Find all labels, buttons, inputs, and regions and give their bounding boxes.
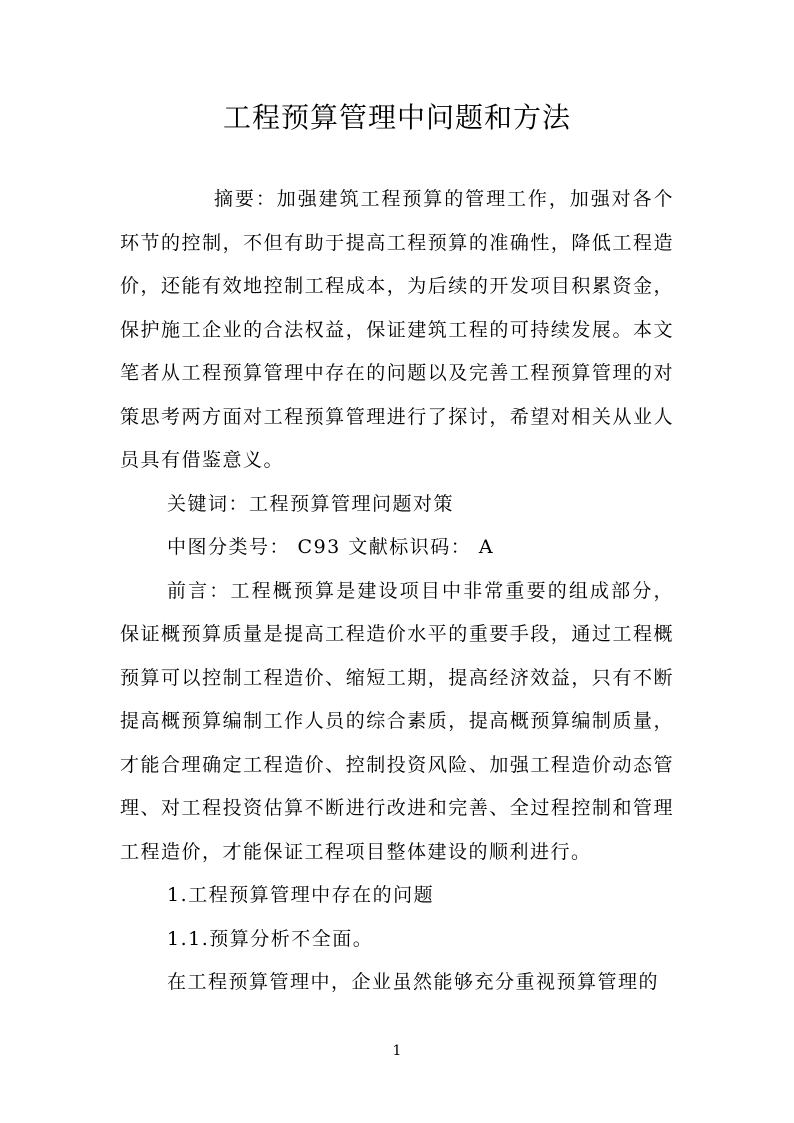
document-title: 工程预算管理中问题和方法 [222, 101, 571, 134]
preface-paragraph: 前言：工程概预算是建设项目中非常重要的组成部分，保证概预算质量是提高工程造价水平的重要手段，通过工程概预算可以控制工程造价、缩短工期，提高经济效益，只有不断提高概预算编制工作人员的综合素质，提高概预算编制质量，才能合理确定工程造价、控制投资风险、加强工程造价动态管理、对工程投资估算不断进行改进和完善、全过程控制和管理工程造价，才能保证工程项目整体建设的顺利进行。 [120, 579, 674, 863]
section-heading-1: 1.工程预算管理中存在的问题 [167, 884, 435, 906]
classification-line: 中图分类号： C93 文献标识码： A [167, 536, 495, 558]
keywords-line: 关键词：工程预算管理问题对策 [167, 492, 455, 515]
document-body [120, 178, 674, 1005]
section-heading-1-1: 1.1.预算分析不全面。 [167, 927, 374, 950]
page-number: 1 [392, 1043, 402, 1059]
section-1-1-paragraph: 在工程预算管理中，企业虽然能够充分重视预算管理的 [167, 971, 660, 993]
abstract-paragraph: 摘要：加强建筑工程预算的管理工作，加强对各个环节的控制，不但有助于提高工程预算的准确性，降低工程造价，还能有效地控制工程成本，为后续的开发项目积累资金，保护施工企业的合法权益，保证建筑工程的可持续发展。本文笔者从工程预算管理中存在的问题以及完善工程预算管理的对策思考两方面对工程预算管理进行了探讨，希望对相关从业人员具有借鉴意义。 [120, 188, 674, 471]
